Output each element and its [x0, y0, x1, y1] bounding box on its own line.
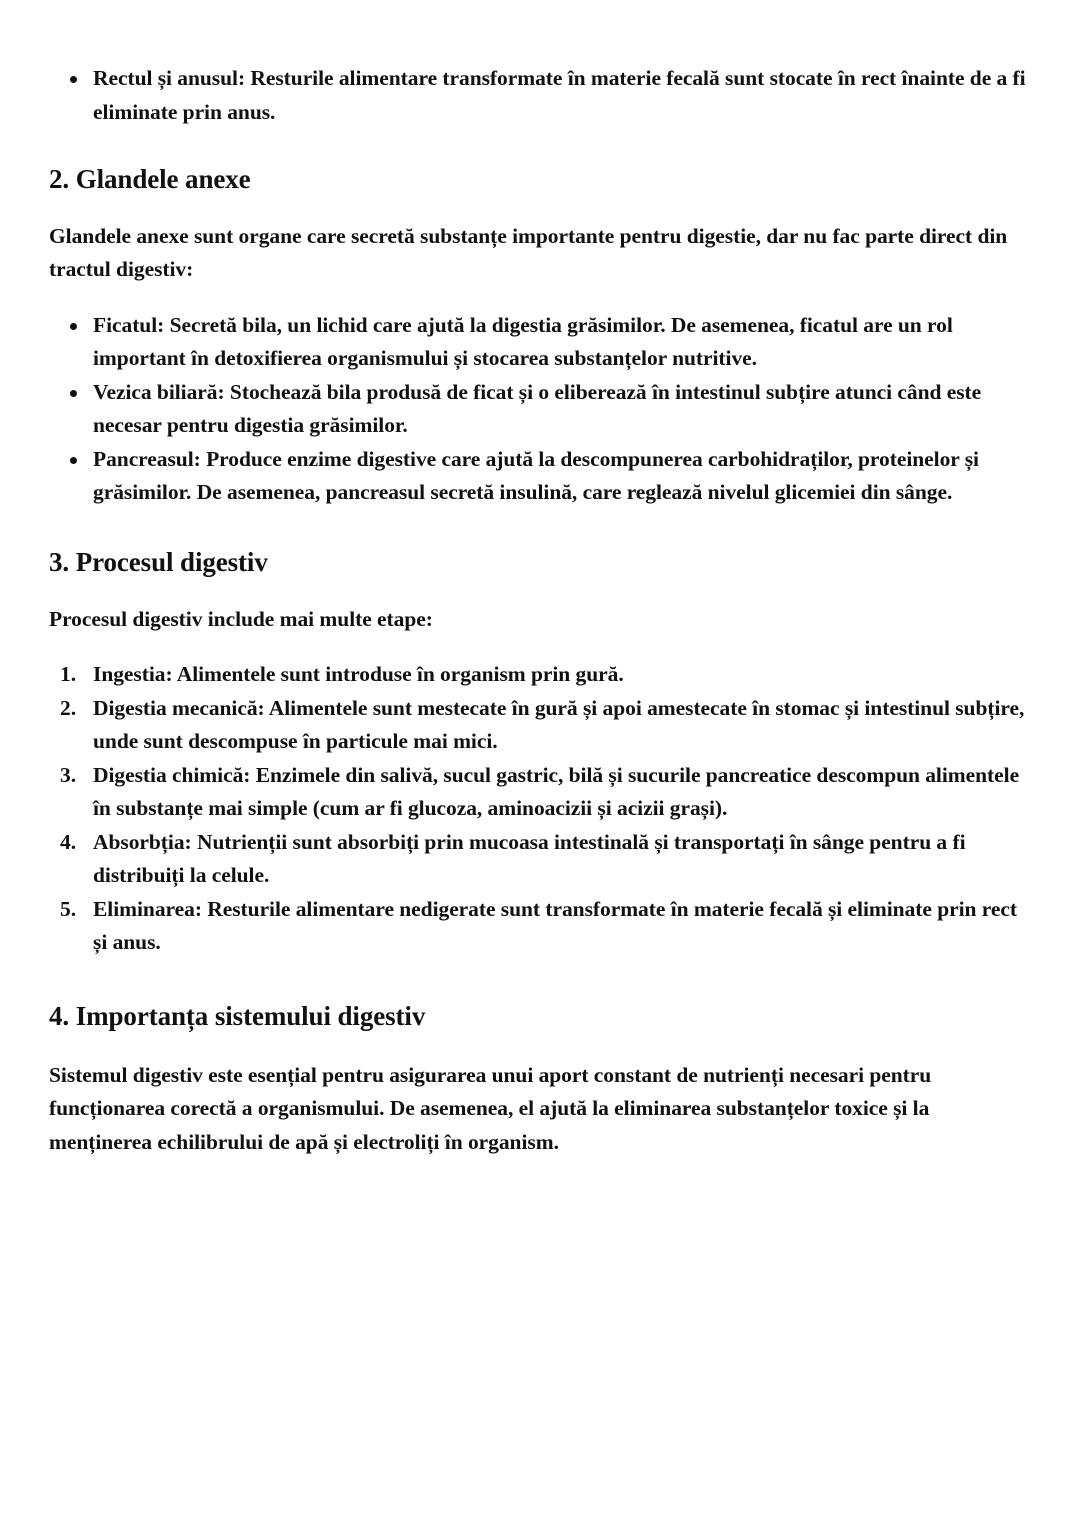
section-intro-glandele-anexe: Glandele anexe sunt organe care secretă substanțe importante pentru digestie, dar nu fac parte direct din tractul digestiv:: [49, 223, 1008, 282]
list-item: Ficatul: Secretă bila, un lichid care ajută la digestia grăsimilor. De asemenea, ficatul are un rol important în detoxifierea organismului și stocarea substanțelor nutritive.: [49, 309, 1034, 376]
list-item: Pancreasul: Produce enzime digestive care ajută la descompunerea carbohidraților, proteinelor și grăsimilor. De asemenea, pancreasul secretă insulină, care reglează nivelul glicemiei din sânge.: [49, 443, 1034, 510]
procesul-digestiv-numbered-list: [49, 658, 1034, 960]
continued-bullet-list: [49, 62, 1034, 129]
section-heading-procesul-digestiv: 3. Procesul digestiv: [49, 546, 268, 577]
section-heading-importanta-sistemului-digestiv: 4. Importanța sistemului digestiv: [49, 1000, 426, 1031]
document-content: [49, 40, 1034, 1159]
list-item: Absorbția: Nutrienții sunt absorbiți prin mucoasa intestinală și transportați în sânge pentru a fi distribuiți la celule.: [93, 829, 966, 888]
list-item: Digestia chimică: Enzimele din salivă, sucul gastric, bilă și sucurile pancreatice descompun alimentele în substanțe mai simple (cum ar fi glucoza, aminoacizii și acizii grași).: [93, 762, 1020, 821]
list-item: Vezica biliară: Stochează bila produsă de ficat și o eliberează în intestinul subțire atunci când este necesar pentru digestia grăsimilor.: [49, 376, 1034, 443]
section-heading-glandele-anexe: 2. Glandele anexe: [49, 164, 251, 194]
section-body-importanta-sistemului-digestiv: Sistemul digestiv este esențial pentru asigurarea unui aport constant de nutrienți necesari pentru funcționarea corectă a organismului. De asemenea, el ajută la eliminarea substanțelor toxice și la menținerea echilibrului de apă și electroliți în organism.: [49, 1062, 932, 1154]
list-item: Eliminarea: Resturile alimentare nedigerate sunt transformate în materie fecală și eliminate prin rect și anus.: [93, 896, 1017, 955]
list-item: Rectul și anusul: Resturile alimentare transformate în materie fecală sunt stocate în rect înainte de a fi eliminate prin anus.: [49, 62, 1034, 129]
list-item: Ingestia: Alimentele sunt introduse în organism prin gură.: [93, 662, 624, 687]
section-intro-procesul-digestiv: Procesul digestiv include mai multe etape:: [49, 606, 433, 631]
list-item: Digestia mecanică: Alimentele sunt mestecate în gură și apoi amestecate în stomac și intestinul subțire, unde sunt descompuse în particule mai mici.: [93, 695, 1025, 754]
glandele-anexe-bullet-list: [49, 309, 1034, 510]
